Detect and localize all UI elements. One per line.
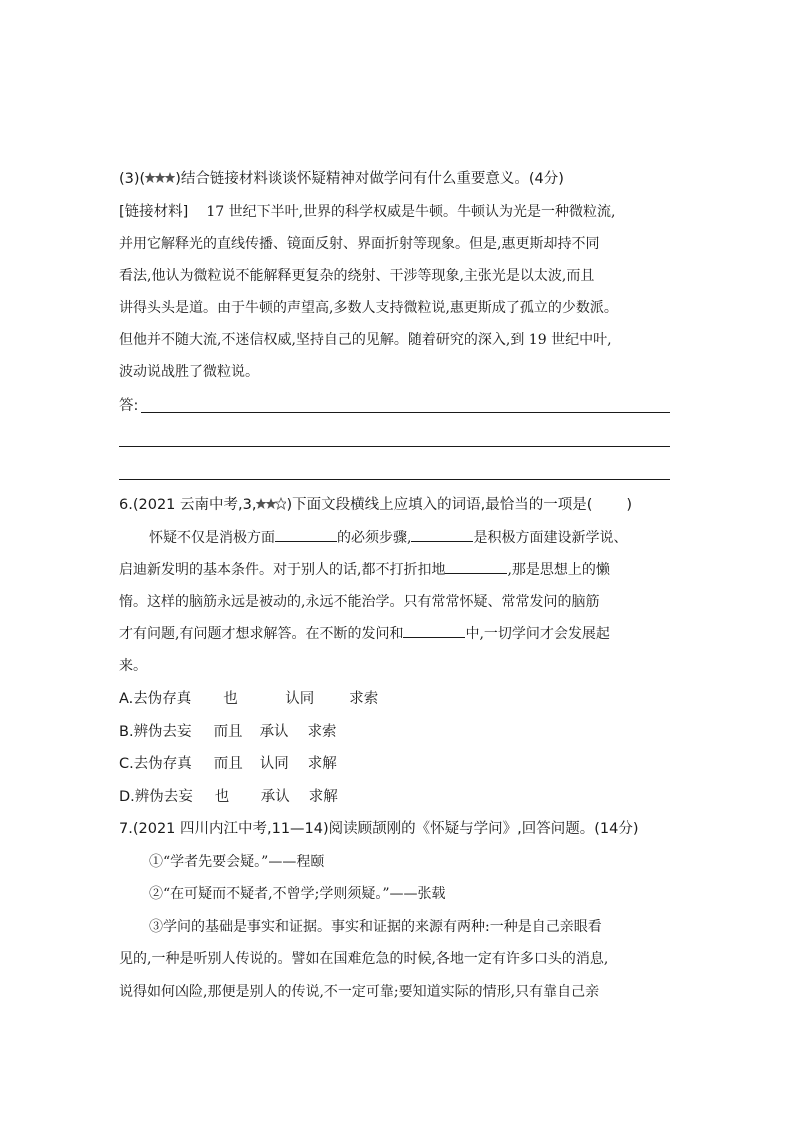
option-word: 去伪存真 (133, 691, 192, 707)
link-material-line-3 (119, 266, 594, 286)
answer-label: 答: (119, 398, 139, 414)
option-word: 承认 (259, 724, 289, 740)
link-material-line-4 (119, 298, 618, 318)
passage-text: ,那是思想上的懒 (507, 562, 610, 578)
option-word: 求解 (307, 756, 337, 772)
question-3-prefix: (3)( (119, 171, 146, 187)
blank-1[interactable] (275, 529, 337, 542)
link-material-line-2 (119, 234, 599, 254)
option-word: 也 (214, 789, 230, 805)
passage-text: 启迪新发明的基本条件。对于别人的话,都不打折扣地 (119, 562, 446, 578)
paragraph-3-line-2: 见的,一种是听别人传说的。譬如在国难危急的时候,各地一定有许多口头的消息, (119, 951, 609, 967)
blank-4[interactable] (403, 625, 465, 638)
passage-text: 是积极方面建设新学说、 (473, 530, 628, 546)
option-word: 求解 (308, 789, 338, 805)
answer-line-1[interactable] (141, 412, 670, 413)
option-word: 求索 (307, 724, 337, 740)
question-3 (119, 169, 564, 189)
passage-line-4 (119, 624, 610, 644)
option-key: C. (119, 756, 134, 772)
option-key: A. (119, 691, 134, 707)
passage-text: 的必须步骤, (337, 530, 412, 546)
link-material-line-1 (119, 202, 616, 222)
option-word: 也 (223, 691, 238, 707)
link-material-text: 17 世纪下半叶,世界的科学权威是牛顿。牛顿认为光是一种微粒流, (206, 204, 616, 220)
question-7: 7.(2021 四川内江中考,11—14)阅读顾颉刚的《怀疑与学问》,回答问题。(14分) (119, 821, 639, 837)
link-material-line-6 (119, 362, 259, 382)
quote-2: ②“在可疑而不疑者,不曾学;学则须疑。”——张载 (149, 886, 446, 902)
blank-2[interactable] (411, 529, 473, 542)
question-6-text: )下面文段横线上应填入的词语,最恰当的一项是( (286, 497, 593, 513)
question-6-prefix: 6.(2021 云南中考,3, (119, 497, 257, 513)
link-material-label: [链接材料] (119, 204, 189, 220)
passage-text: 怀疑不仅是消极方面 (149, 530, 275, 546)
option-word: 辨伪去妄 (134, 789, 193, 805)
passage-text: 才有问题,有问题才想求解答。在不断的发问和 (119, 626, 404, 642)
passage-line-2 (119, 560, 610, 580)
passage-text: 来。 (119, 658, 147, 674)
quote-1: ①“学者先要会疑。”——程颐 (149, 854, 325, 870)
link-material-text: 讲得头头是道。由于牛顿的声望高,多数人支持微粒说,惠更斯成了孤立的少数派。 (119, 300, 618, 316)
option-key: D. (119, 789, 135, 805)
answer-line-2[interactable] (119, 446, 670, 447)
link-material-line-5 (119, 330, 612, 350)
paragraph-3-line-3: 说得如何凶险,那便是别人的传说,不一定可靠;要知道实际的情形,只有靠自己亲 (119, 984, 600, 1000)
option-key: B. (119, 724, 134, 740)
option-word: 辨伪去妄 (133, 724, 192, 740)
passage-text: 惰。这样的脑筋永远是被动的,永远不能治学。只有常常怀疑、常常发问的脑筋 (119, 594, 600, 610)
passage-text: 中,一切学问才会发展起 (465, 626, 610, 642)
passage-line-3 (119, 592, 599, 612)
option-c[interactable] (119, 754, 337, 774)
question-6-close-paren: ) (626, 497, 633, 513)
option-d[interactable] (119, 787, 338, 807)
difficulty-two-stars-icon (256, 497, 286, 511)
option-word: 认同 (259, 756, 289, 772)
paragraph-3-line-1: ③学问的基础是事实和证据。事实和证据的来源有两种:一种是自己亲眼看 (149, 919, 602, 935)
link-material-text: 但他并不随大流,不迷信权威,坚持自己的见解。随着研究的深入,到 19 世纪中叶, (119, 332, 612, 348)
option-word: 承认 (260, 789, 290, 805)
link-material-text: 波动说战胜了微粒说。 (119, 364, 259, 380)
option-a[interactable] (119, 689, 378, 709)
option-word: 而且 (213, 724, 243, 740)
option-b[interactable] (119, 722, 337, 742)
passage-line-5 (119, 656, 147, 676)
blank-3[interactable] (445, 561, 507, 574)
link-material-text: 看法,他认为微粒说不能解释更复杂的绕射、干涉等现象,主张光是以太波,而且 (119, 268, 595, 284)
answer-line-3[interactable] (119, 479, 670, 480)
difficulty-three-stars-icon (145, 171, 175, 185)
question-3-text: )结合链接材料谈谈怀疑精神对做学问有什么重要意义。(4分) (175, 171, 564, 187)
option-word: 而且 (213, 756, 243, 772)
option-word: 认同 (285, 691, 315, 707)
option-word: 去伪存真 (133, 756, 192, 772)
option-word: 求索 (349, 691, 379, 707)
question-6 (119, 495, 632, 515)
passage-line-1 (119, 528, 627, 548)
link-material-text: 并用它解释光的直线传播、镜面反射、界面折射等现象。但是,惠更斯却持不同 (119, 236, 600, 252)
